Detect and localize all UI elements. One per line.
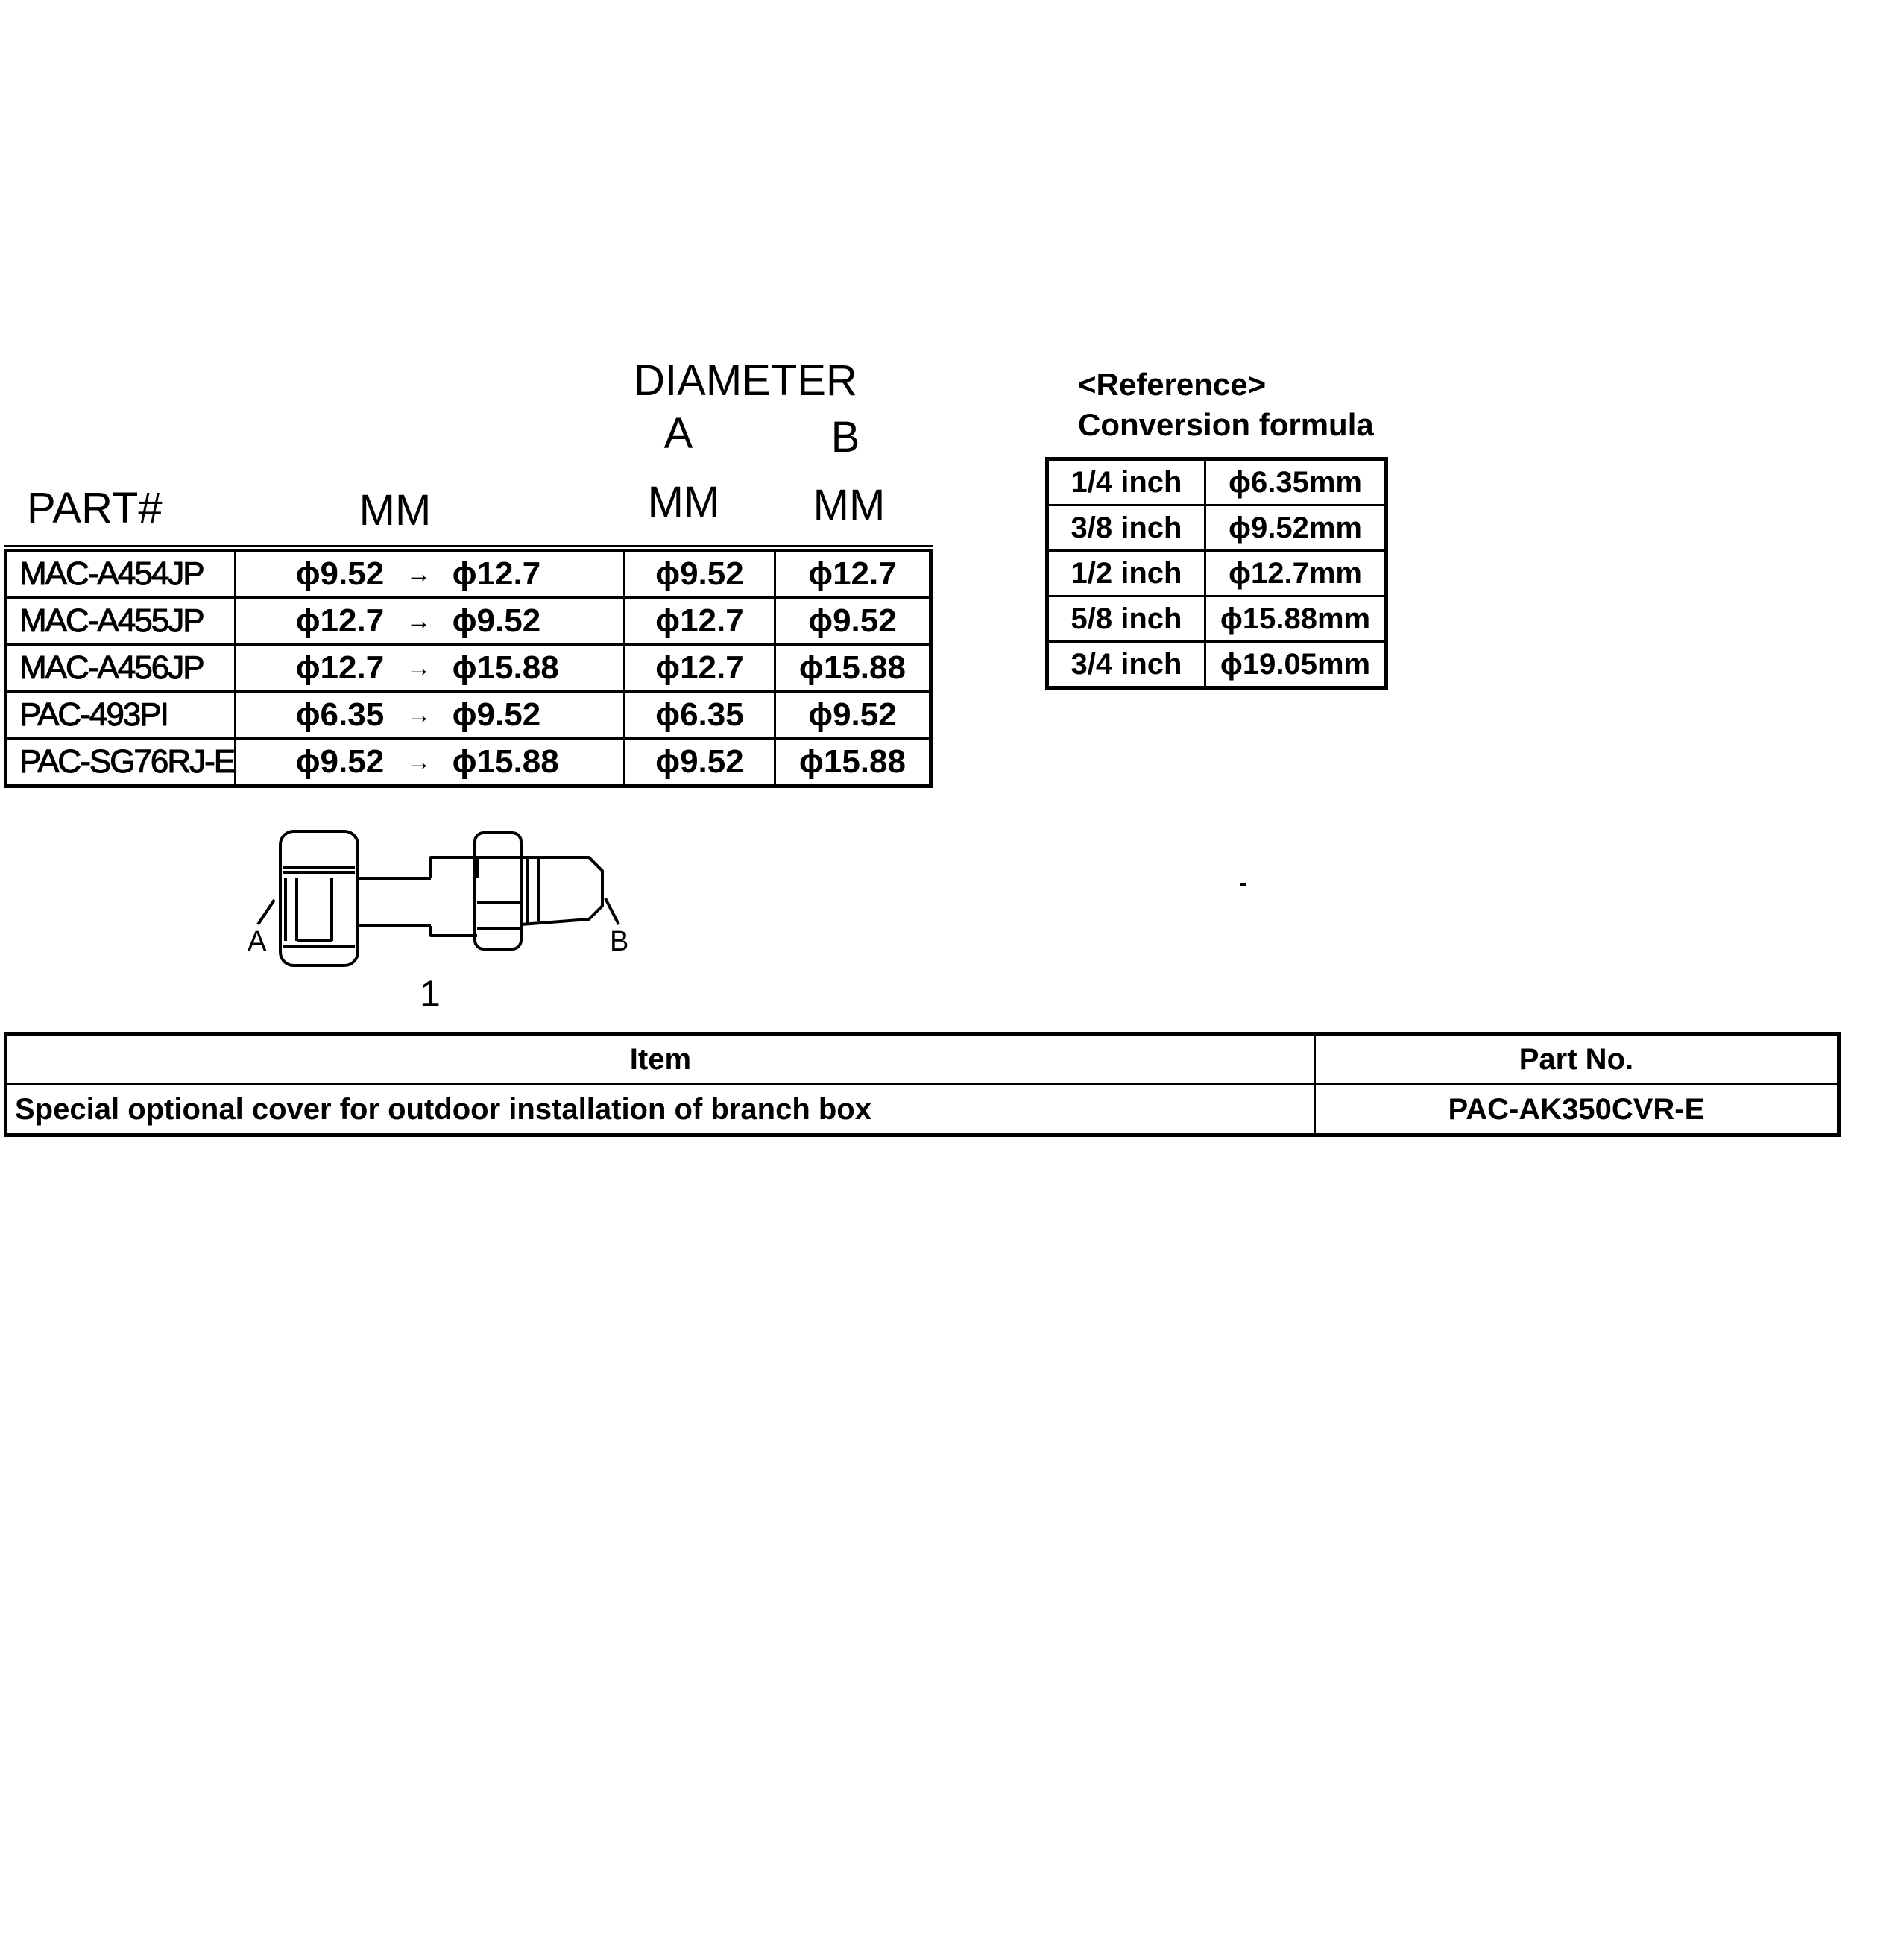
conversion-cell xyxy=(236,692,625,739)
arrow-icon: → xyxy=(406,747,432,776)
fitting-outline xyxy=(258,831,619,965)
to-diameter: ϕ9.52 xyxy=(452,602,541,639)
mm-cell: ϕ6.35mm xyxy=(1205,459,1386,505)
part-number-cell: PAC-SG76RJ-E xyxy=(6,739,236,787)
table-row xyxy=(6,692,931,739)
conversion-table xyxy=(1045,457,1388,690)
table-row xyxy=(1047,505,1387,551)
table-row xyxy=(6,739,931,787)
table-row xyxy=(6,1085,1839,1135)
to-diameter: ϕ15.88 xyxy=(452,649,559,686)
inch-cell: 3/8 inch xyxy=(1047,505,1205,551)
table-row xyxy=(6,549,931,598)
reference-title: <Reference> xyxy=(1078,367,1267,402)
diameter-a-cell: ϕ12.7 xyxy=(625,598,775,645)
part-number-cell: MAC-A454JP xyxy=(6,549,236,598)
from-diameter: ϕ9.52 xyxy=(295,555,385,592)
mm-cell: ϕ19.05mm xyxy=(1205,642,1386,688)
from-diameter: ϕ12.7 xyxy=(295,602,385,639)
part-no-header: Part No. xyxy=(1314,1034,1838,1085)
conversion-cell xyxy=(236,739,625,787)
table-row xyxy=(6,598,931,645)
from-diameter: ϕ6.35 xyxy=(295,696,385,733)
diameter-b-cell: ϕ15.88 xyxy=(775,739,930,787)
figure-number: 1 xyxy=(420,973,441,1015)
optional-parts-table xyxy=(4,1032,1841,1137)
item-header: Item xyxy=(6,1034,1315,1085)
arrow-icon: → xyxy=(406,653,432,682)
part-number-cell: PAC-493PI xyxy=(6,692,236,739)
conversion-cell xyxy=(236,549,625,598)
diameter-a-cell: ϕ9.52 xyxy=(625,739,775,787)
mm-cell: ϕ15.88mm xyxy=(1205,596,1386,642)
reference-subtitle: Conversion formula xyxy=(1078,407,1374,442)
arrow-icon: → xyxy=(406,559,432,588)
to-diameter: ϕ9.52 xyxy=(452,696,541,733)
table-row xyxy=(1047,459,1387,505)
table-row xyxy=(6,645,931,692)
right-nut xyxy=(475,833,521,949)
to-diameter: ϕ12.7 xyxy=(452,555,541,592)
inch-cell: 1/4 inch xyxy=(1047,459,1205,505)
arrow-icon: → xyxy=(406,700,432,729)
a-mm-header: MM xyxy=(647,478,720,526)
diameter-b-cell: ϕ15.88 xyxy=(775,645,930,692)
to-diameter: ϕ15.88 xyxy=(452,743,559,780)
reducer-fitting-drawing xyxy=(224,820,656,1021)
inch-cell: 5/8 inch xyxy=(1047,596,1205,642)
inch-cell: 3/4 inch xyxy=(1047,642,1205,688)
conversion-cell xyxy=(236,598,625,645)
diameter-heading: DIAMETER xyxy=(634,356,857,405)
diameter-b-cell: ϕ9.52 xyxy=(775,598,930,645)
mm-cell: ϕ9.52mm xyxy=(1205,505,1386,551)
from-diameter: ϕ12.7 xyxy=(295,649,385,686)
stray-mark xyxy=(1240,883,1246,886)
diameter-b-cell: ϕ12.7 xyxy=(775,549,930,598)
table-header-row xyxy=(6,1034,1839,1085)
figure-label-b: B xyxy=(610,926,629,957)
inch-cell: 1/2 inch xyxy=(1047,551,1205,596)
part-number-cell: MAC-A455JP xyxy=(6,598,236,645)
conversion-cell xyxy=(236,645,625,692)
diameter-a-cell: ϕ12.7 xyxy=(625,645,775,692)
b-mm-header: MM xyxy=(813,481,886,529)
mm-cell: ϕ12.7mm xyxy=(1205,551,1386,596)
from-diameter: ϕ9.52 xyxy=(295,743,385,780)
table-row xyxy=(1047,596,1387,642)
diameter-a-cell: ϕ6.35 xyxy=(625,692,775,739)
column-a-letter: A xyxy=(663,409,693,458)
figure-label-a: A xyxy=(248,926,267,957)
item-description-cell: Special optional cover for outdoor installation of branch box xyxy=(6,1085,1315,1135)
parts-diameter-table xyxy=(4,545,933,788)
column-b-letter: B xyxy=(830,413,860,461)
part-number-cell: MAC-A456JP xyxy=(6,645,236,692)
table-row xyxy=(1047,551,1387,596)
part-no-cell: PAC-AK350CVR-E xyxy=(1314,1085,1838,1135)
diameter-b-cell: ϕ9.52 xyxy=(775,692,930,739)
part-number-header: PART# xyxy=(27,484,163,532)
arrow-icon: → xyxy=(406,606,432,635)
mm-header: MM xyxy=(359,486,432,535)
table-row xyxy=(1047,642,1387,688)
diameter-a-cell: ϕ9.52 xyxy=(625,549,775,598)
